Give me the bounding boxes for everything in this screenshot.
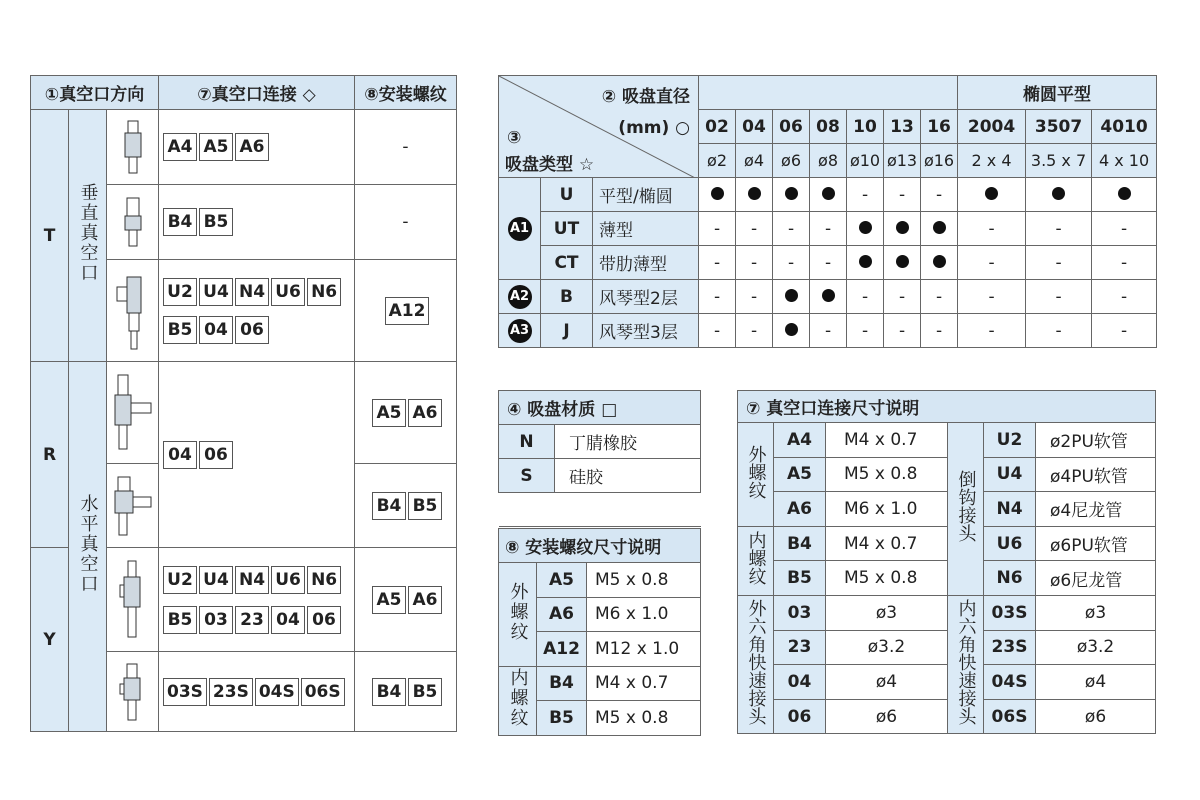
tags-row1 [159, 110, 355, 185]
available-dot [822, 187, 835, 200]
code-tag: A5 [199, 133, 233, 161]
mount-dash: - [355, 185, 457, 260]
connection-title: ⑦ 真空口连接尺寸说明 [738, 391, 1156, 423]
size-cell: 02 [699, 110, 736, 144]
thread-code: B4 [537, 666, 587, 701]
connection-spec: ø3 [826, 595, 948, 630]
connection-spec: ø4尼龙管 [1036, 492, 1156, 527]
dim-cell: ø4 [736, 144, 773, 178]
dim-cell: 2 x 4 [958, 144, 1026, 178]
thread-spec: M5 x 0.8 [587, 701, 701, 736]
dim-cell: 3.5 x 7 [1026, 144, 1092, 178]
code-tag: 23S [209, 678, 253, 706]
code-tag: 06 [307, 606, 341, 634]
inner-thread-label: 内螺纹 [499, 666, 537, 735]
availability-cell: - [847, 314, 884, 348]
fitting-icon [107, 652, 159, 732]
thread-code: A6 [537, 597, 587, 632]
connection-spec: M5 x 0.8 [826, 561, 948, 596]
cup-code: B [541, 280, 593, 314]
availability-cell: - [773, 212, 810, 246]
availability-cell: - [847, 280, 884, 314]
connection-spec: ø4PU软管 [1036, 457, 1156, 492]
cup-row [499, 178, 1157, 212]
code-tag: B5 [408, 492, 442, 520]
available-dot [785, 323, 798, 336]
availability-cell [1092, 178, 1157, 212]
cup-code: U [541, 178, 593, 212]
code-tag: A6 [408, 399, 442, 427]
group-label: 内螺纹 [738, 526, 774, 595]
thread-spec: M4 x 0.7 [587, 666, 701, 701]
header-port-connection: ⑦真空口连接 ◇ [159, 76, 355, 110]
availability-cell [958, 178, 1026, 212]
connection-row [738, 492, 1156, 527]
availability-cell: - [1092, 212, 1157, 246]
mount-A5A6 [355, 362, 457, 464]
code-tag: A12 [385, 297, 430, 325]
connection-table [737, 390, 1156, 734]
connection-code: 23 [774, 630, 826, 665]
availability-cell [773, 178, 810, 212]
cup-row [499, 280, 1157, 314]
availability-cell: - [773, 246, 810, 280]
fitting-icon [107, 260, 159, 362]
available-dot [896, 255, 909, 268]
available-dot [859, 221, 872, 234]
corner-header [499, 76, 699, 178]
group-label: 外螺纹 [738, 423, 774, 527]
availability-cell [847, 246, 884, 280]
outer-thread-label: 外螺纹 [499, 563, 537, 667]
mm-label: (mm) ○ [618, 118, 691, 138]
group-badge: A1 [499, 178, 541, 280]
code-tag: A4 [163, 133, 197, 161]
availability-cell: - [810, 314, 847, 348]
connection-spec: M4 x 0.7 [826, 423, 948, 458]
connection-code: A6 [774, 492, 826, 527]
material-row [499, 425, 701, 459]
group-badge: A2 [499, 280, 541, 314]
cup-name: 平型/椭圆 [593, 178, 699, 212]
vertical-port-label: 垂直真空口 [69, 110, 107, 362]
suction-cup-table [498, 75, 1157, 348]
cup-name: 薄型 [593, 212, 699, 246]
availability-cell: - [699, 246, 736, 280]
material-name: 硅胶 [555, 459, 701, 493]
thread-spec: M5 x 0.8 [587, 563, 701, 598]
available-dot [896, 221, 909, 234]
connection-spec: ø3 [1036, 595, 1156, 630]
size-cell: 04 [736, 110, 773, 144]
code-tag: 04 [271, 606, 305, 634]
mount-thread-table [498, 528, 701, 736]
available-dot [785, 289, 798, 302]
connection-spec: ø6尼龙管 [1036, 561, 1156, 596]
connection-code: A4 [774, 423, 826, 458]
thread-code: A5 [537, 563, 587, 598]
connection-spec: ø3.2 [1036, 630, 1156, 665]
code-tag: U6 [271, 566, 305, 594]
connection-row [738, 423, 1156, 458]
connection-code: 03 [774, 595, 826, 630]
connection-code: U6 [984, 526, 1036, 561]
connection-spec: ø6 [1036, 699, 1156, 734]
mount-dash: - [355, 110, 457, 185]
type-label: 吸盘类型 ☆ [505, 155, 595, 175]
thread-row [499, 666, 701, 701]
cup-name: 风琴型3层 [593, 314, 699, 348]
connection-spec: ø2PU软管 [1036, 423, 1156, 458]
type-no: ③ [507, 128, 522, 148]
mount-A5A6 [355, 548, 457, 652]
cup-row [499, 212, 1157, 246]
mount-thread-title: ⑧ 安装螺纹尺寸说明 [499, 529, 701, 563]
availability-cell: - [1092, 314, 1157, 348]
material-row [499, 459, 701, 493]
dir-Y: Y [31, 548, 69, 732]
code-tag: 04 [199, 316, 233, 344]
availability-cell: - [884, 280, 921, 314]
connection-spec: ø6 [826, 699, 948, 734]
connection-code: A5 [774, 457, 826, 492]
connection-code: U4 [984, 457, 1036, 492]
connection-spec: ø4 [1036, 665, 1156, 700]
availability-cell [810, 280, 847, 314]
connection-row [738, 457, 1156, 492]
availability-cell: - [921, 314, 958, 348]
connection-code: 06 [774, 699, 826, 734]
group-badge: A3 [499, 314, 541, 348]
availability-cell [773, 280, 810, 314]
dim-cell: ø16 [921, 144, 958, 178]
code-tag: 23 [235, 606, 269, 634]
availability-cell [773, 314, 810, 348]
availability-cell [884, 212, 921, 246]
size-cell: 08 [810, 110, 847, 144]
size-cell: 06 [773, 110, 810, 144]
availability-cell: - [1026, 212, 1092, 246]
cup-row [499, 246, 1157, 280]
code-tag: U2 [163, 566, 197, 594]
size-cell: 2004 [958, 110, 1026, 144]
cup-code: J [541, 314, 593, 348]
availability-cell: - [921, 280, 958, 314]
connection-spec: M5 x 0.8 [826, 457, 948, 492]
code-tag: B5 [199, 208, 233, 236]
connection-spec: M6 x 1.0 [826, 492, 948, 527]
code-tag: 04S [255, 678, 299, 706]
code-tag: U2 [163, 278, 197, 306]
available-dot [985, 187, 998, 200]
code-tag: U4 [199, 566, 233, 594]
size-cell: 10 [847, 110, 884, 144]
code-tag: A6 [235, 133, 269, 161]
availability-cell: - [1026, 314, 1092, 348]
connection-code: N6 [984, 561, 1036, 596]
connection-spec: ø3.2 [826, 630, 948, 665]
dim-cell: ø13 [884, 144, 921, 178]
connection-code: U2 [984, 423, 1036, 458]
fitting-icon [107, 110, 159, 185]
available-dot [711, 187, 724, 200]
mount-B4B5 [355, 652, 457, 732]
availability-cell [847, 212, 884, 246]
dim-cell: ø6 [773, 144, 810, 178]
availability-cell: - [847, 178, 884, 212]
connection-code: 23S [984, 630, 1036, 665]
tags-row2 [159, 185, 355, 260]
availability-cell: - [884, 314, 921, 348]
availability-cell: - [1092, 280, 1157, 314]
available-dot [748, 187, 761, 200]
availability-cell: - [699, 280, 736, 314]
connection-code: 06S [984, 699, 1036, 734]
thread-spec: M12 x 1.0 [587, 632, 701, 667]
mount-A12 [355, 260, 457, 362]
code-tag: B4 [372, 492, 406, 520]
size-cell: 3507 [1026, 110, 1092, 144]
thread-spec: M6 x 1.0 [587, 597, 701, 632]
size-cell: 13 [884, 110, 921, 144]
dir-T: T [31, 110, 69, 362]
connection-code: 03S [984, 595, 1036, 630]
available-dot [1118, 187, 1131, 200]
mount-B4B5 [355, 464, 457, 548]
availability-cell [921, 212, 958, 246]
thread-code: B5 [537, 701, 587, 736]
group-label: 内六角快速接头 [948, 595, 984, 733]
availability-cell: - [921, 178, 958, 212]
dim-cell: 4 x 10 [1092, 144, 1157, 178]
connection-spec: M4 x 0.7 [826, 526, 948, 561]
material-code: S [499, 459, 555, 493]
availability-cell [699, 178, 736, 212]
availability-cell [810, 178, 847, 212]
fitting-icon [107, 464, 159, 548]
connection-row [738, 665, 1156, 700]
dim-cell: ø10 [847, 144, 884, 178]
availability-cell: - [1092, 246, 1157, 280]
connection-code: 04S [984, 665, 1036, 700]
connection-code: B5 [774, 561, 826, 596]
group-label: 外六角快速接头 [738, 595, 774, 733]
diameter-label: ② 吸盘直径 [601, 87, 691, 107]
code-tag: 06S [301, 678, 345, 706]
code-tag: B4 [372, 678, 406, 706]
available-dot [859, 255, 872, 268]
header-mount-thread: ⑧安装螺纹 [355, 76, 457, 110]
availability-cell: - [810, 246, 847, 280]
tags-rowY2 [159, 652, 355, 732]
available-dot [933, 255, 946, 268]
availability-cell [736, 178, 773, 212]
code-tag: 03 [199, 606, 233, 634]
thread-code: A12 [537, 632, 587, 667]
availability-cell: - [958, 280, 1026, 314]
horizontal-port-label: 水平真空口 [69, 362, 107, 732]
header-port-direction: ①真空口方向 [31, 76, 159, 110]
availability-cell: - [736, 314, 773, 348]
code-tag: A5 [372, 586, 406, 614]
tags-rowR [159, 362, 355, 548]
code-tag: 06 [199, 441, 233, 469]
connection-code: 04 [774, 665, 826, 700]
code-tag: N4 [235, 566, 269, 594]
code-tag: U6 [271, 278, 305, 306]
code-tag: 04 [163, 441, 197, 469]
code-tag: 06 [235, 316, 269, 344]
tags-rowY1 [159, 548, 355, 652]
connection-row [738, 595, 1156, 630]
availability-cell: - [1026, 280, 1092, 314]
code-tag: B4 [163, 208, 197, 236]
available-dot [1052, 187, 1065, 200]
cup-name: 风琴型2层 [593, 280, 699, 314]
code-tag: A5 [372, 399, 406, 427]
cup-row [499, 314, 1157, 348]
connection-row [738, 630, 1156, 665]
material-table [498, 390, 701, 527]
available-dot [933, 221, 946, 234]
code-tag: B5 [408, 678, 442, 706]
dir-R: R [31, 362, 69, 548]
fitting-icon [107, 185, 159, 260]
availability-cell: - [958, 246, 1026, 280]
dim-cell: ø8 [810, 144, 847, 178]
thread-row [499, 563, 701, 598]
size-cell: 16 [921, 110, 958, 144]
availability-cell: - [958, 314, 1026, 348]
availability-cell: - [699, 212, 736, 246]
code-tag: U4 [199, 278, 233, 306]
connection-spec: ø4 [826, 665, 948, 700]
material-title: ④ 吸盘材质 □ [499, 391, 701, 425]
code-tag: B5 [163, 606, 197, 634]
connection-row [738, 699, 1156, 734]
code-tag: B5 [163, 316, 197, 344]
availability-cell: - [958, 212, 1026, 246]
availability-cell: - [810, 212, 847, 246]
code-tag: A6 [408, 586, 442, 614]
connection-row [738, 561, 1156, 596]
cup-code: CT [541, 246, 593, 280]
availability-cell: - [736, 280, 773, 314]
ellipse-header: 椭圆平型 [958, 76, 1157, 110]
availability-cell: - [884, 178, 921, 212]
vacuum-port-table [30, 75, 457, 732]
code-tag: N4 [235, 278, 269, 306]
availability-cell: - [1026, 246, 1092, 280]
code-tag: 03S [163, 678, 207, 706]
cup-code: UT [541, 212, 593, 246]
group-label: 倒钩接头 [948, 423, 984, 596]
material-name: 丁腈橡胶 [555, 425, 701, 459]
material-code: N [499, 425, 555, 459]
connection-code: B4 [774, 526, 826, 561]
availability-cell [1026, 178, 1092, 212]
availability-cell [884, 246, 921, 280]
connection-spec: ø6PU软管 [1036, 526, 1156, 561]
availability-cell: - [736, 246, 773, 280]
available-dot [785, 187, 798, 200]
connection-row [738, 526, 1156, 561]
connection-code: N4 [984, 492, 1036, 527]
availability-cell: - [736, 212, 773, 246]
cup-name: 带肋薄型 [593, 246, 699, 280]
code-tag: N6 [307, 566, 341, 594]
tags-row3 [159, 260, 355, 362]
size-cell: 4010 [1092, 110, 1157, 144]
availability-cell: - [699, 314, 736, 348]
fitting-icon [107, 362, 159, 464]
fitting-icon [107, 548, 159, 652]
dim-cell: ø2 [699, 144, 736, 178]
code-tag: N6 [307, 278, 341, 306]
available-dot [822, 289, 835, 302]
availability-cell [921, 246, 958, 280]
